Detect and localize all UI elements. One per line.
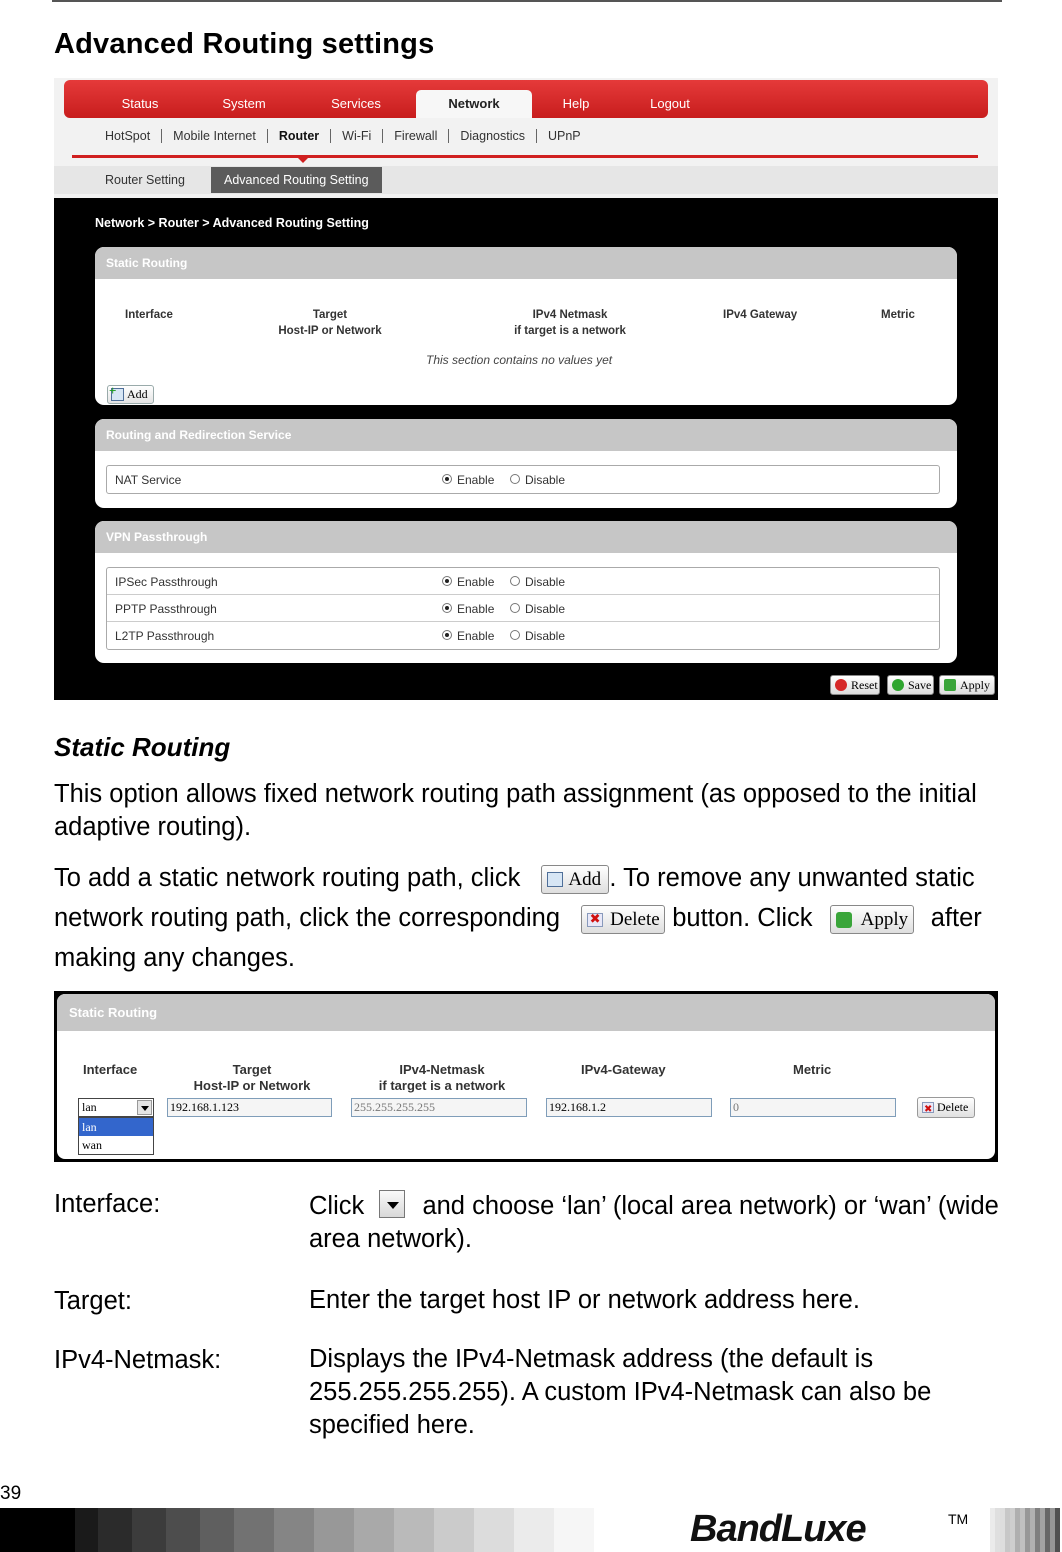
chevron-down-icon[interactable] — [137, 1100, 152, 1115]
para2-part-a: To add a static network routing path, click — [54, 864, 521, 892]
gray-swatch — [514, 1508, 554, 1552]
top-rule — [52, 0, 1002, 2]
delete-icon: ✖ — [587, 913, 603, 927]
apply-icon — [836, 912, 852, 928]
para2-part-d: after making any changes. — [54, 904, 982, 972]
subtab-router[interactable]: Router — [268, 129, 331, 143]
gradient-swatch — [1055, 1508, 1060, 1552]
delete-icon — [922, 1102, 934, 1113]
ipsec-row — [107, 568, 939, 595]
gray-swatch — [394, 1508, 434, 1552]
add-icon — [111, 388, 124, 401]
ex-col-interface: Interface — [83, 1062, 138, 1077]
gray-swatch — [434, 1508, 474, 1552]
section-heading: Static Routing — [54, 732, 231, 762]
subtab-hotspot[interactable]: HotSpot — [100, 129, 162, 143]
disable-label: Disable — [525, 602, 566, 616]
row-label: L2TP Passthrough — [115, 629, 215, 643]
example-panel — [57, 994, 995, 1159]
para2-part-c: button. Click — [672, 904, 813, 932]
reset-icon — [835, 679, 847, 691]
term-netmask: IPv4-Netmask: — [54, 1346, 222, 1374]
active-pointer — [298, 158, 308, 163]
enable-label: Enable — [457, 629, 495, 643]
enable-radio[interactable] — [442, 576, 452, 586]
gray-swatch — [166, 1508, 200, 1552]
gray-swatch — [75, 1508, 98, 1552]
enable-label: Enable — [457, 602, 495, 616]
routing-redirection-panel — [95, 419, 957, 508]
desc-interface-a: Click — [309, 1192, 365, 1220]
col-target — [260, 307, 400, 339]
option-lan[interactable]: lan — [79, 1118, 153, 1136]
static-routing-example-screenshot — [54, 991, 998, 1162]
reset-button[interactable] — [830, 675, 880, 695]
trademark: TM — [948, 1511, 969, 1527]
save-button[interactable] — [887, 675, 934, 695]
subtab-mobile-internet[interactable]: Mobile Internet — [162, 129, 268, 143]
tab-status[interactable]: Status — [121, 96, 159, 111]
term-interface: Interface: — [54, 1190, 161, 1218]
static-routing-panel — [95, 247, 957, 405]
col-target-line1: Target — [312, 309, 348, 321]
chevron-down-icon — [387, 1202, 399, 1209]
interface-dropdown — [78, 1117, 154, 1155]
apply-button[interactable] — [939, 675, 995, 695]
nat-box — [106, 465, 940, 494]
disable-label: Disable — [525, 629, 566, 643]
empty-message: This section contains no values yet — [426, 353, 613, 367]
gray-swatch — [234, 1508, 274, 1552]
subtab-diagnostics[interactable]: Diagnostics — [449, 129, 537, 143]
panel-title: Static Routing — [95, 247, 957, 279]
disable-radio[interactable] — [510, 576, 520, 586]
brand-logo: BandLuxe — [690, 1508, 866, 1550]
tab-network[interactable]: Network — [416, 90, 532, 118]
enable-radio[interactable] — [442, 474, 452, 484]
desc-interface-b: and choose ‘lan’ (local area network) or ‘wan’ (wide area network). — [309, 1192, 999, 1253]
ex-col-target — [172, 1062, 332, 1094]
inline-delete-label: Delete — [610, 908, 660, 930]
col-target-line2: Host-IP or Network — [278, 325, 382, 337]
inline-delete-button — [581, 905, 665, 934]
ex-col-netmask-line2: if target is a network — [378, 1078, 506, 1093]
paragraph-1: This option allows fixed network routing path assignment (as opposed to the initial adaptive routing). — [54, 780, 977, 841]
enable-label: Enable — [457, 575, 495, 589]
ex-col-target-line1: Target — [232, 1062, 272, 1077]
ex-col-target-line2: Host-IP or Network — [193, 1078, 311, 1093]
inline-apply-label: Apply — [860, 908, 909, 930]
netmask-input[interactable]: 255.255.255.255 — [351, 1098, 527, 1117]
vpn-passthrough-panel — [95, 521, 957, 663]
gray-swatch — [200, 1508, 234, 1552]
paragraph-2 — [54, 858, 1004, 978]
interface-select[interactable] — [78, 1098, 154, 1117]
apply-label: Apply — [960, 678, 990, 692]
add-button[interactable] — [107, 385, 154, 404]
tab-router-setting[interactable]: Router Setting — [105, 173, 185, 187]
col-gateway: IPv4 Gateway — [723, 309, 798, 321]
col-netmask-line2: if target is a network — [514, 325, 626, 337]
metric-input[interactable]: 0 — [730, 1098, 896, 1117]
disable-label: Disable — [525, 473, 566, 487]
term-target: Target: — [54, 1287, 132, 1315]
header-area — [54, 78, 998, 198]
page-title: Advanced Routing settings — [54, 28, 435, 60]
gray-swatch — [132, 1508, 166, 1552]
subtab-upnp[interactable]: UPnP — [547, 129, 581, 143]
tab-services[interactable]: Services — [331, 96, 381, 111]
enable-radio[interactable] — [442, 603, 452, 613]
tab-system[interactable]: System — [222, 96, 266, 111]
inline-apply-button — [830, 905, 914, 934]
gray-swatch — [314, 1508, 354, 1552]
inline-add-button — [541, 865, 609, 894]
interface-select-value: lan — [82, 1100, 97, 1114]
gray-swatch — [98, 1508, 132, 1552]
gray-swatch — [554, 1508, 594, 1552]
ex-col-metric: Metric — [793, 1062, 832, 1077]
enable-radio[interactable] — [442, 630, 452, 640]
delete-label: Delete — [937, 1100, 969, 1114]
desc-target: Enter the target host IP or network address here. — [309, 1286, 860, 1314]
col-interface: Interface — [125, 309, 173, 321]
reset-label: Reset — [851, 678, 878, 692]
breadcrumb: Network > Router > Advanced Routing Setting — [95, 216, 369, 230]
subtab-wifi[interactable]: Wi-Fi — [331, 129, 383, 143]
gateway-input[interactable]: 192.168.1.2 — [546, 1098, 712, 1117]
tab-logout[interactable]: Logout — [650, 96, 690, 111]
nat-service-row — [107, 466, 939, 493]
para2-part-b: . To remove any unwanted static network routing path, click the corresponding — [54, 864, 975, 932]
advanced-routing-screenshot — [54, 78, 998, 700]
disable-radio[interactable] — [510, 474, 520, 484]
col-metric: Metric — [881, 309, 915, 321]
disable-radio[interactable] — [510, 603, 520, 613]
subtab-firewall[interactable]: Firewall — [383, 129, 449, 143]
enable-label: Enable — [457, 473, 495, 487]
pptp-row — [107, 595, 939, 622]
dropdown-arrow-icon — [379, 1190, 405, 1218]
col-netmask-line1: IPv4 Netmask — [532, 309, 608, 321]
desc-interface — [309, 1190, 999, 1256]
add-button-label: Add — [127, 387, 148, 401]
gray-swatch — [474, 1508, 514, 1552]
l2tp-row — [107, 622, 939, 649]
ex-col-netmask-line1: IPv4-Netmask — [399, 1062, 485, 1077]
gray-swatch — [354, 1508, 394, 1552]
sub-nav — [100, 129, 592, 143]
save-label: Save — [908, 678, 932, 692]
inline-add-label: Add — [568, 868, 602, 890]
page-number: 39 — [0, 1483, 22, 1504]
ex-col-netmask — [357, 1062, 527, 1094]
main-nav-bar — [64, 80, 988, 118]
third-nav — [54, 166, 998, 194]
target-input[interactable]: 192.168.1.123 — [167, 1098, 332, 1117]
gray-swatch — [0, 1508, 75, 1552]
save-icon — [892, 679, 904, 691]
tab-advanced-routing-setting[interactable]: Advanced Routing Setting — [211, 167, 382, 193]
panel-title: Routing and Redirection Service — [95, 419, 957, 451]
col-netmask — [490, 307, 650, 339]
gray-swatch — [274, 1508, 314, 1552]
disable-label: Disable — [525, 575, 566, 589]
ex-col-gateway: IPv4-Gateway — [581, 1062, 666, 1077]
desc-netmask: Displays the IPv4-Netmask address (the default is 255.255.255.255). A custom IPv4-Netmask can also be specified here. — [309, 1345, 932, 1439]
vpn-box — [106, 567, 940, 650]
option-wan[interactable]: wan — [82, 1138, 102, 1152]
row-label: IPSec Passthrough — [115, 575, 218, 589]
disable-radio[interactable] — [510, 630, 520, 640]
example-title: Static Routing — [57, 994, 995, 1031]
row-label: NAT Service — [115, 473, 182, 487]
delete-button[interactable] — [917, 1097, 975, 1118]
apply-icon — [944, 679, 956, 691]
tab-help[interactable]: Help — [562, 96, 590, 111]
add-icon — [547, 872, 563, 887]
panel-title: VPN Passthrough — [95, 521, 957, 553]
row-label: PPTP Passthrough — [115, 602, 217, 616]
subnav-underline — [72, 155, 978, 158]
